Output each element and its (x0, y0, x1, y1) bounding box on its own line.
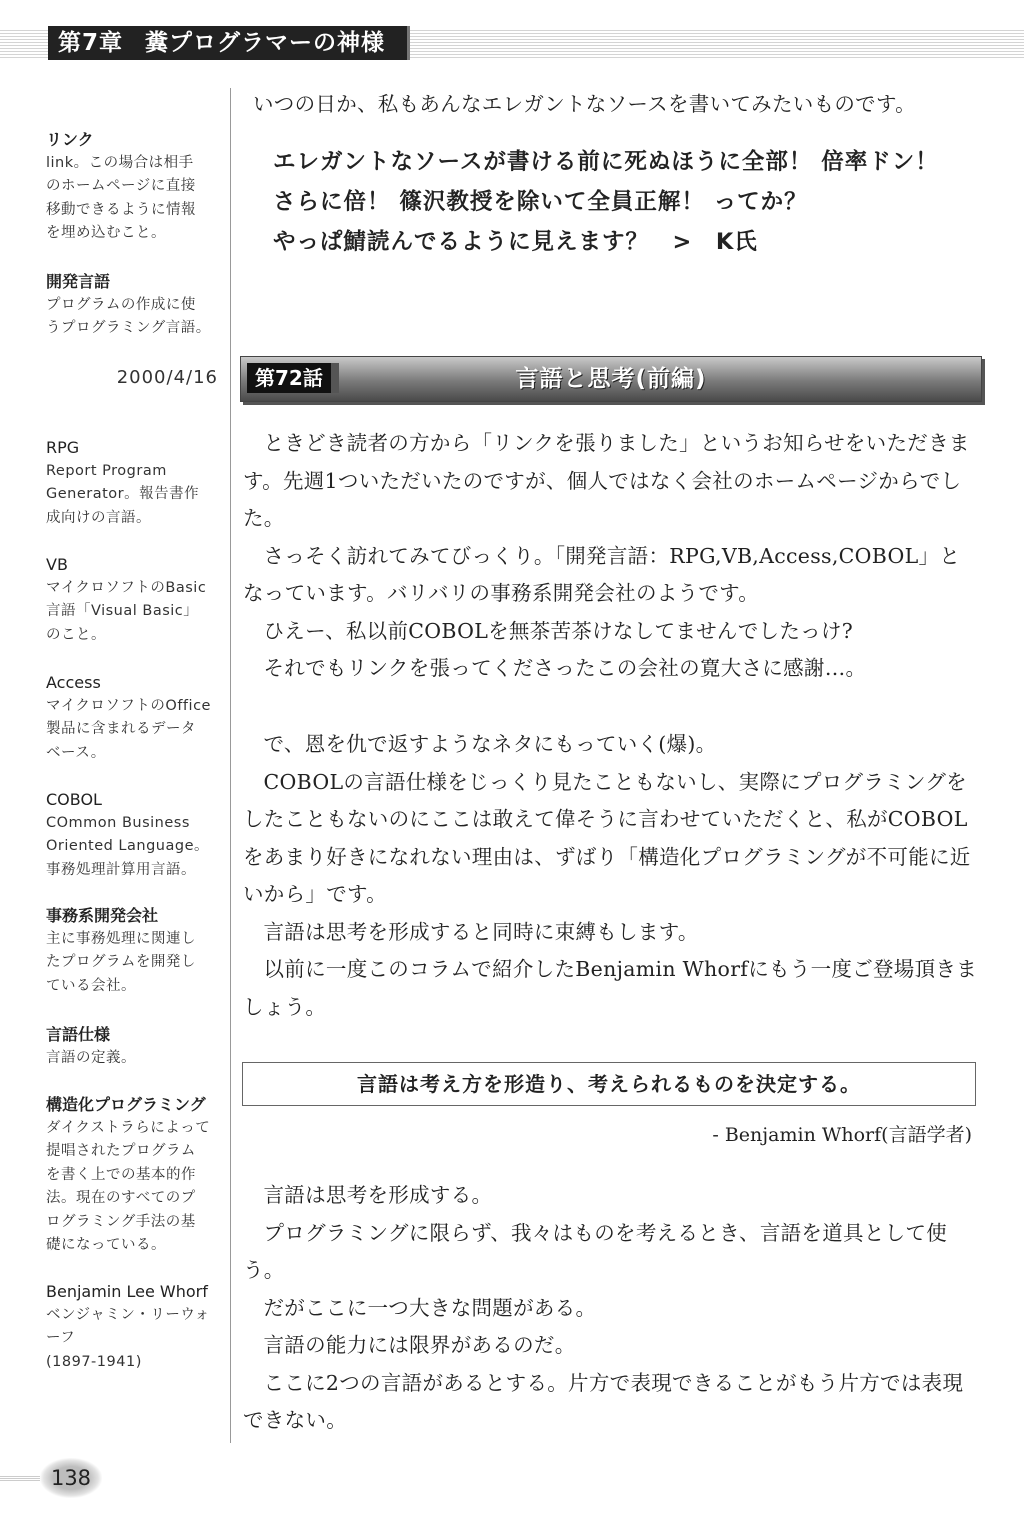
gloss-desc: 言語の定義。 (46, 1049, 136, 1066)
gloss-desc: Report Program (46, 462, 167, 479)
gloss-dev-language (46, 270, 218, 341)
gloss-desc: Oriented Language。 (46, 838, 209, 854)
gloss-desc: ダイクストラらによって (46, 1119, 211, 1136)
chapter-number: 第7章 (58, 30, 124, 56)
gloss-access (46, 671, 218, 765)
gloss-term: 構造化プログラミング (46, 1095, 206, 1114)
intro-line: いつの日か、私もあんなエレガントなソースを書いてみたいものです。 (253, 92, 916, 116)
gloss-desc: 提唱されたプログラム (46, 1143, 196, 1159)
body-section-1 (243, 425, 979, 688)
gloss-rpg (46, 436, 218, 530)
body-paragraph: ひえー、私以前COBOLを無茶苦茶けなしてませんでしたっけ? (263, 618, 854, 643)
body-section-2 (243, 726, 979, 1026)
body-paragraph: さっそく訪れてみてびっくり。「開発言語：RPG,VB,Access,COBOL」となっています。バリバリの事務系開発会社のようです。 (243, 543, 961, 605)
gloss-desc: link。この場合は相手 (46, 154, 194, 171)
gloss-desc: ている会社。 (46, 977, 136, 994)
gloss-term: リンク (46, 130, 94, 149)
quote-box: 言語は考え方を形造り、考えられるものを決定する。 (242, 1062, 976, 1106)
gloss-vb (46, 553, 218, 647)
gloss-desc: のこと。 (46, 626, 106, 643)
gloss-cobol (46, 788, 218, 882)
gloss-desc: 礎になっている。 (46, 1237, 166, 1253)
gloss-desc: たプログラムを開発し (46, 954, 196, 970)
episode-header (240, 356, 982, 402)
gloss-term: 開発言語 (46, 272, 111, 291)
gloss-language-spec (46, 1023, 218, 1070)
gloss-term: VB (46, 555, 68, 574)
gloss-desc: ログラミング手法の基 (46, 1213, 196, 1230)
body-paragraph: ここに2つの言語があるとする。片方で表現できることがもう片方では表現できない。 (243, 1370, 964, 1432)
gloss-desc: のホームページに直接 (46, 178, 196, 194)
gloss-desc: プログラムの作成に使 (46, 296, 196, 313)
body-paragraph: 以前に一度このコラムで紹介したBenjamin Whorfにもう一度ご登場頂きましょう。 (243, 957, 977, 1019)
gloss-desc: 法。現在のすべてのプ (46, 1190, 196, 1206)
gloss-desc: マイクロソフトのOffice (46, 697, 211, 714)
gloss-desc: 製品に含まれるデータ (46, 721, 196, 737)
body-paragraph: 言語は思考を形成する。 (263, 1183, 493, 1207)
gloss-desc: (1897-1941) (46, 1353, 142, 1370)
gloss-desc: Generator。報告書作 (46, 486, 200, 502)
quote-attribution: - Benjamin Whorf(言語学者) (712, 1124, 972, 1146)
bold-comment-line: やっぱ鯖読んでるように見えます？ > K氏 (273, 228, 758, 255)
gloss-term: Benjamin Lee Whorf (46, 1282, 208, 1301)
body-paragraph: プログラミングに限らず、我々はものを考えるとき、言語を道具として使う。 (243, 1220, 948, 1282)
gloss-desc: 成向けの言語。 (46, 509, 151, 526)
gloss-desc: ーフ (46, 1330, 76, 1346)
gloss-structured-programming (46, 1093, 218, 1258)
gloss-term: RPG (46, 438, 80, 457)
chapter-name: 糞プログラマーの神様 (145, 30, 386, 56)
gloss-desc: を書く上での基本的作 (46, 1166, 196, 1183)
gloss-desc: 言語「Visual Basic」 (46, 603, 199, 619)
body-paragraph: ときどき読者の方から「リンクを張りました」というお知らせをいただきます。先週1ついただいたのですが、個人ではなく会社のホームページからでした。 (243, 431, 970, 530)
gloss-term: COBOL (46, 790, 102, 809)
gloss-link (46, 128, 218, 246)
gloss-desc: 移動できるように情報 (46, 201, 196, 218)
gloss-whorf (46, 1280, 218, 1374)
gloss-desc: うプログラミング言語。 (46, 320, 211, 336)
episode-title: 言語と思考(前編) (515, 366, 707, 392)
body-paragraph: で、恩を仇で返すようなネタにもっていく(爆)。 (263, 732, 717, 756)
page-number: 138 (40, 1458, 102, 1498)
body-paragraph: それでもリンクを張ってくださったこの会社の寛大さに感謝…。 (263, 656, 867, 680)
column-date: 2000/4/16 (116, 367, 218, 388)
gloss-term: Access (46, 673, 101, 692)
episode-number: 第72話 (247, 363, 339, 393)
body-paragraph: だがここに一つ大きな問題がある。 (263, 1295, 597, 1320)
bold-comment-line: エレガントなソースが書ける前に死ぬほうに全部！ 倍率ドン！ (273, 148, 939, 175)
gloss-desc: マイクロソフトのBasic (46, 579, 207, 596)
gloss-desc: 主に事務処理に関連し (46, 930, 196, 947)
gloss-term: 事務系開発会社 (46, 906, 159, 925)
bold-comment-line: さらに倍！ 篠沢教授を除いて全員正解！ ってか？ (273, 188, 808, 215)
gloss-desc: ベンジャミン・リーウォ (46, 1306, 210, 1323)
gloss-desc: ベース。 (46, 744, 106, 761)
gloss-desc: を埋め込むこと。 (46, 225, 166, 241)
body-section-3 (243, 1177, 979, 1440)
chapter-title (48, 26, 410, 60)
gloss-desc: 事務処理計算用言語。 (46, 861, 196, 878)
gloss-business-dev-company (46, 904, 218, 998)
body-paragraph: 言語は思考を形成すると同時に束縛もします。 (263, 919, 699, 944)
body-paragraph: COBOLの言語仕様をじっくり見たこともないし、実際にプログラミングをしたこともないのにここは敢えて偉そうに言わせていただくと、私がCOBOLをあまり好きになれない理由は、ずばり「構造化プログラミングが不可能に近いから」です。 (243, 769, 971, 906)
gloss-term: 言語仕様 (46, 1025, 111, 1044)
gloss-desc: COmmon Business (46, 814, 190, 831)
body-paragraph: 言語の能力には限界があるのだ。 (263, 1333, 576, 1357)
previous-episode-ending (243, 86, 979, 262)
column-divider (230, 88, 231, 1443)
